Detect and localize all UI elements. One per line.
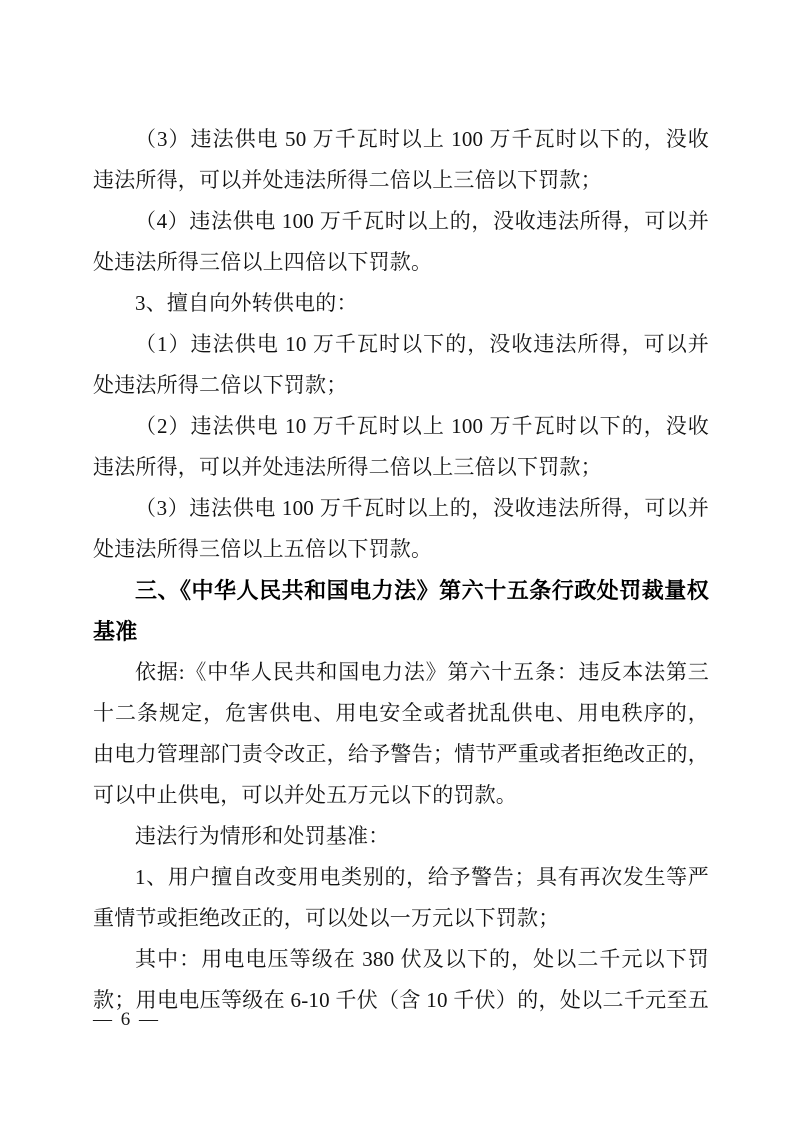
text-line: 处违法所得三倍以上五倍以下罚款。 bbox=[93, 537, 433, 561]
text-line: 处违法所得二倍以下罚款； bbox=[93, 373, 348, 397]
text-line: 由电力管理部门责令改正，给予警告；情节严重或者拒绝改正的， bbox=[93, 742, 709, 766]
text-line: （4）违法供电 100 万千瓦时以上的，没收违法所得，可以并 bbox=[135, 209, 709, 233]
text-line: 3、擅自向外转供电的： bbox=[135, 291, 358, 315]
section-heading-line: 三、《中华人民共和国电力法》第六十五条行政处罚裁量权 bbox=[135, 578, 709, 603]
document-body bbox=[93, 119, 709, 1021]
page-number: — 6 — bbox=[93, 1009, 160, 1030]
text-line: 其中：用电电压等级在 380 伏及以下的，处以二千元以下罚 bbox=[135, 947, 709, 971]
text-line: （3）违法供电 50 万千瓦时以上 100 万千瓦时以下的，没收 bbox=[135, 127, 709, 151]
text-line: 十二条规定，危害供电、用电安全或者扰乱供电、用电秩序的， bbox=[93, 701, 709, 725]
text-line: 违法所得，可以并处违法所得二倍以上三倍以下罚款； bbox=[93, 168, 602, 192]
text-line: （3）违法供电 100 万千瓦时以上的，没收违法所得，可以并 bbox=[135, 496, 709, 520]
text-line: 可以中止供电，可以并处五万元以下的罚款。 bbox=[93, 783, 517, 807]
section-heading-line: 基准 bbox=[93, 619, 138, 644]
text-line: （1）违法供电 10 万千瓦时以下的，没收违法所得，可以并 bbox=[135, 332, 709, 356]
text-line: 违法所得，可以并处违法所得二倍以上三倍以下罚款； bbox=[93, 455, 602, 479]
text-line: 违法行为情形和处罚基准： bbox=[135, 824, 390, 848]
text-line: 1、用户擅自改变用电类别的，给予警告；具有再次发生等严 bbox=[135, 865, 709, 889]
text-line: 款；用电电压等级在 6-10 千伏（含 10 千伏）的，处以二千元至五 bbox=[93, 988, 709, 1012]
text-line: 依据:《中华人民共和国电力法》第六十五条：违反本法第三 bbox=[135, 660, 709, 684]
text-line: 处违法所得三倍以上四倍以下罚款。 bbox=[93, 250, 433, 274]
text-line: （2）违法供电 10 万千瓦时以上 100 万千瓦时以下的，没收 bbox=[135, 414, 709, 438]
text-line: 重情节或拒绝改正的，可以处以一万元以下罚款； bbox=[93, 906, 560, 930]
